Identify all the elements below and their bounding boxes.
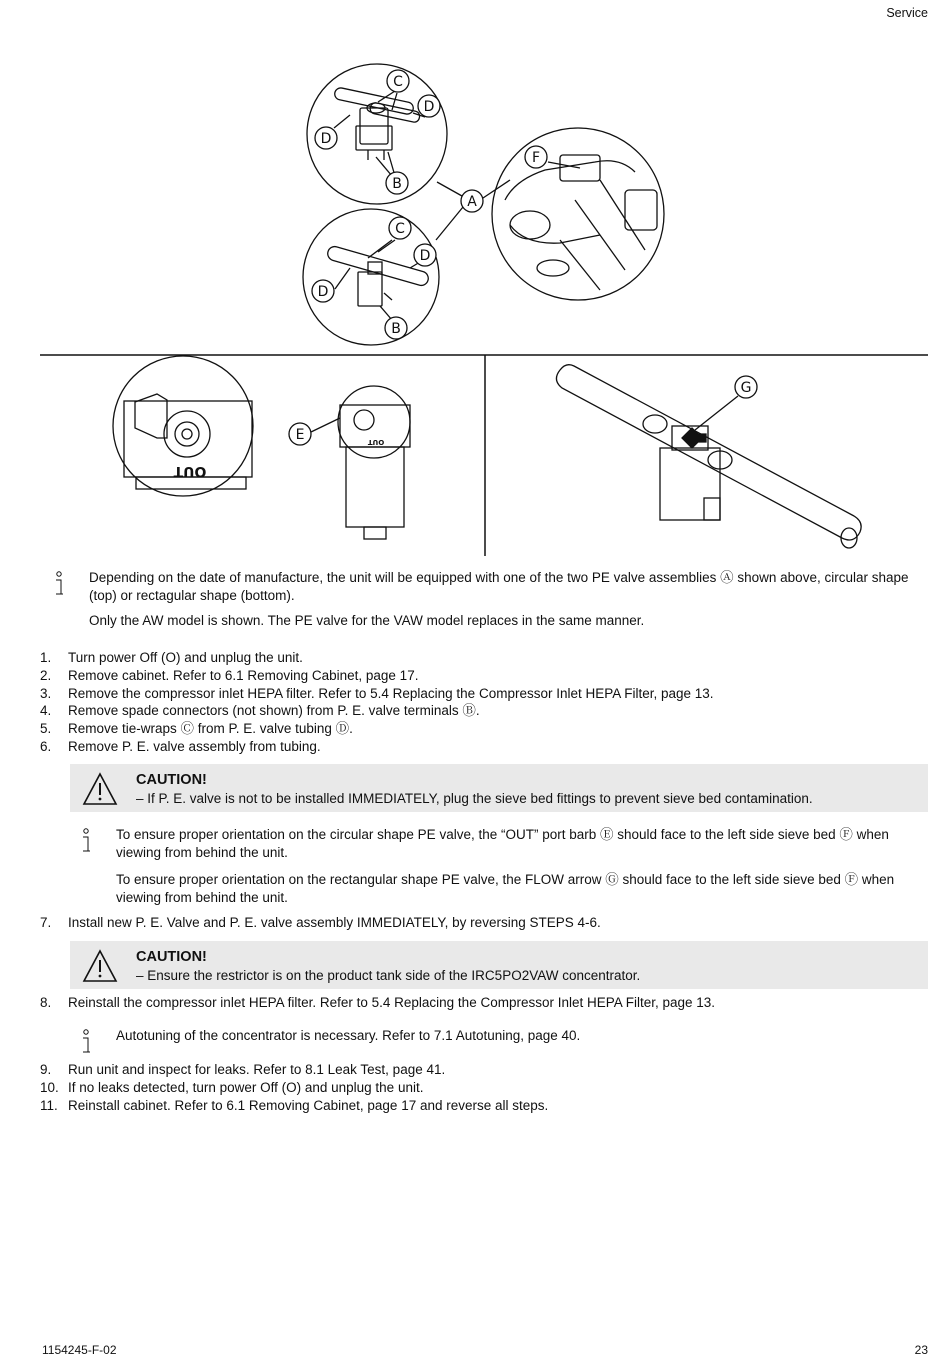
warning-icon (82, 772, 118, 806)
step-item: 11. Reinstall cabinet. Refer to 6.1 Removing Cabinet, page 17 and reverse all steps. (40, 1097, 549, 1113)
steps-list-1 (40, 649, 928, 756)
step-item: 3. Remove the compressor inlet HEPA filter. Refer to 5.4 Replacing the Compressor Inlet HEPA Filter, page 13. (40, 685, 714, 701)
rectangular-valve-large-drawing (556, 365, 861, 548)
callout-b-bottom: B (391, 321, 401, 337)
steps-list-3 (40, 994, 928, 1012)
callout-c-bottom: C (395, 221, 405, 237)
pe-valve-figure (0, 0, 950, 560)
callout-d-bottom-right: D (419, 248, 431, 264)
out-port-label-large: OUT (173, 463, 207, 479)
callout-d-top-left: D (320, 131, 332, 147)
concentrator-unit-drawing (505, 155, 657, 290)
step-item: 7. Install new P. E. Valve and P. E. valve assembly IMMEDIATELY, by reversing STEPS 4-6. (40, 915, 601, 930)
step-item: 4. Remove spade connectors (not shown) from P. E. valve terminals Ⓑ. (40, 703, 480, 719)
steps-list-4 (40, 1061, 928, 1114)
info-note-2 (67, 826, 928, 906)
warning-icon (82, 949, 118, 983)
callout-d-top-right: D (423, 99, 435, 115)
caution-title: CAUTION! (136, 949, 207, 965)
note-3-text: Autotuning of the concentrator is necessary. Refer to 7.1 Autotuning, page 40. (116, 1028, 581, 1043)
note-2-paragraph-1: To ensure proper orientation on the circular shape PE valve, the “OUT” port barb Ⓔ should face to the left side sieve bed Ⓕ when viewing from behind the unit. (116, 827, 889, 860)
callout-c-top: C (393, 74, 403, 90)
note-1-paragraph-2: Only the AW model is shown. The PE valve for the VAW model replaces in the same manner. (89, 613, 645, 628)
caution-box-2 (70, 941, 928, 989)
step-item: 5. Remove tie-wraps Ⓒ from P. E. valve tubing Ⓓ. (40, 721, 353, 737)
callout-a: A (467, 194, 477, 210)
info-note-3 (67, 1027, 928, 1055)
note-2-paragraph-2: To ensure proper orientation on the rectangular shape PE valve, the FLOW arrow Ⓖ should face to the left side sieve bed Ⓕ when viewing from behind the unit. (116, 872, 895, 905)
callout-b-top: B (392, 176, 402, 192)
caution-title: CAUTION! (136, 772, 207, 788)
callout-g: G (740, 380, 752, 396)
note-1-paragraph-1: Depending on the date of manufacture, the unit will be equipped with one of the two PE valve assemblies Ⓐ shown above, circular shape (top) or rectagular shape (bottom). (89, 570, 909, 603)
section-header: Service (886, 6, 928, 20)
caution-box-1 (70, 764, 928, 812)
step-item: 9. Run unit and inspect for leaks. Refer to 8.1 Leak Test, page 41. (40, 1062, 446, 1077)
step-item: 10. If no leaks detected, turn power Off (O) and unplug the unit. (40, 1079, 424, 1095)
step-item: 8. Reinstall the compressor inlet HEPA filter. Refer to 5.4 Replacing the Compressor Inlet HEPA Filter, page 13. (40, 995, 716, 1010)
info-icon (52, 571, 66, 597)
info-icon (79, 1029, 93, 1055)
circular-valve-drawing (334, 87, 425, 176)
caution-text: – Ensure the restrictor is on the product tank side of the IRC5PO2VAW concentrator. (136, 968, 641, 983)
detail-circle-bottom (303, 209, 439, 345)
out-port-label-small: OUT (367, 438, 385, 446)
info-icon (79, 828, 93, 854)
step-item: 2. Remove cabinet. Refer to 6.1 Removing Cabinet, page 17. (40, 667, 419, 683)
callout-f: F (531, 150, 541, 166)
callout-d-bottom-left: D (317, 284, 329, 300)
step-item: 6. Remove P. E. valve assembly from tubing. (40, 738, 321, 754)
caution-text: – If P. E. valve is not to be installed IMMEDIATELY, plug the sieve bed fittings to prevent sieve bed contamination. (136, 791, 813, 806)
step-item: 1. Turn power Off (O) and unplug the unit. (40, 650, 303, 665)
steps-list-2 (40, 914, 928, 932)
info-note-1 (40, 569, 928, 631)
document-number: 1154245-F-02 (42, 1343, 117, 1357)
page-number: 23 (914, 1343, 928, 1357)
callout-e: E (295, 427, 305, 443)
